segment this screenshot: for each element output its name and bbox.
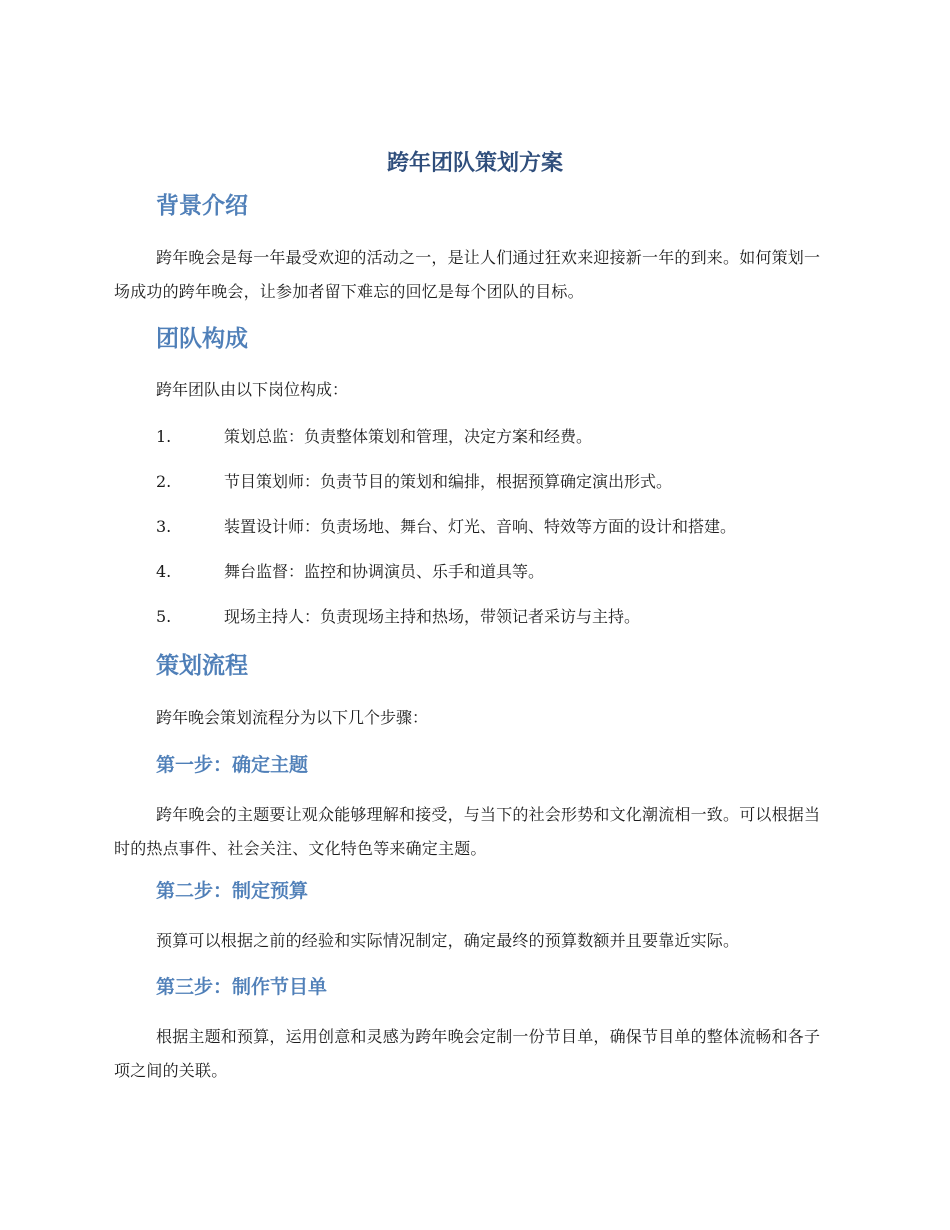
heading-process: 策划流程 — [156, 653, 248, 679]
list-text: 舞台监督：监控和协调演员、乐手和道具等。 — [224, 562, 545, 581]
team-intro: 跨年团队由以下岗位构成： — [156, 380, 349, 399]
team-list-item — [156, 560, 836, 584]
list-text: 节目策划师：负责节目的策划和编排，根据预算确定演出形式。 — [224, 472, 673, 491]
list-text: 策划总监：负责整体策划和管理，决定方案和经费。 — [224, 427, 593, 446]
step-paragraph: 预算可以根据之前的经验和实际情况制定，确定最终的预算数额并且要靠近实际。 — [156, 931, 740, 950]
team-list-item — [156, 605, 836, 629]
process-intro: 跨年晚会策划流程分为以下几个步骤： — [156, 708, 429, 727]
step-heading: 第一步：确定主题 — [156, 754, 309, 776]
list-number: 4. — [156, 562, 172, 581]
team-list-item — [156, 425, 836, 449]
step-heading: 第三步：制作节目单 — [156, 976, 328, 998]
team-list-item — [156, 470, 836, 494]
list-text: 装置设计师：负责场地、舞台、灯光、音响、特效等方面的设计和搭建。 — [224, 517, 737, 536]
list-text: 现场主持人：负责现场主持和热场，带领记者采访与主持。 — [224, 607, 641, 626]
list-number: 3. — [156, 517, 172, 536]
document-title: 跨年团队策划方案 — [386, 151, 563, 176]
list-number: 1. — [156, 427, 172, 446]
background-paragraph: 跨年晚会是每一年最受欢迎的活动之一，是让人们通过狂欢来迎接新一年的到来。如何策划一场成功的跨年晚会，让参加者留下难忘的回忆是每个团队的目标。 — [114, 248, 821, 301]
heading-team: 团队构成 — [156, 326, 248, 352]
heading-background: 背景介绍 — [156, 193, 248, 219]
step-paragraph: 跨年晚会的主题要让观众能够理解和接受，与当下的社会形势和文化潮流相一致。可以根据当时的热点事件、社会关注、文化特色等来确定主题。 — [114, 805, 821, 858]
list-number: 5. — [156, 607, 172, 626]
list-number: 2. — [156, 472, 172, 491]
step-paragraph: 根据主题和预算，运用创意和灵感为跨年晚会定制一份节目单，确保节目单的整体流畅和各子项之间的关联。 — [114, 1027, 821, 1080]
step-heading: 第二步：制定预算 — [156, 880, 309, 902]
team-list-item — [156, 515, 836, 539]
